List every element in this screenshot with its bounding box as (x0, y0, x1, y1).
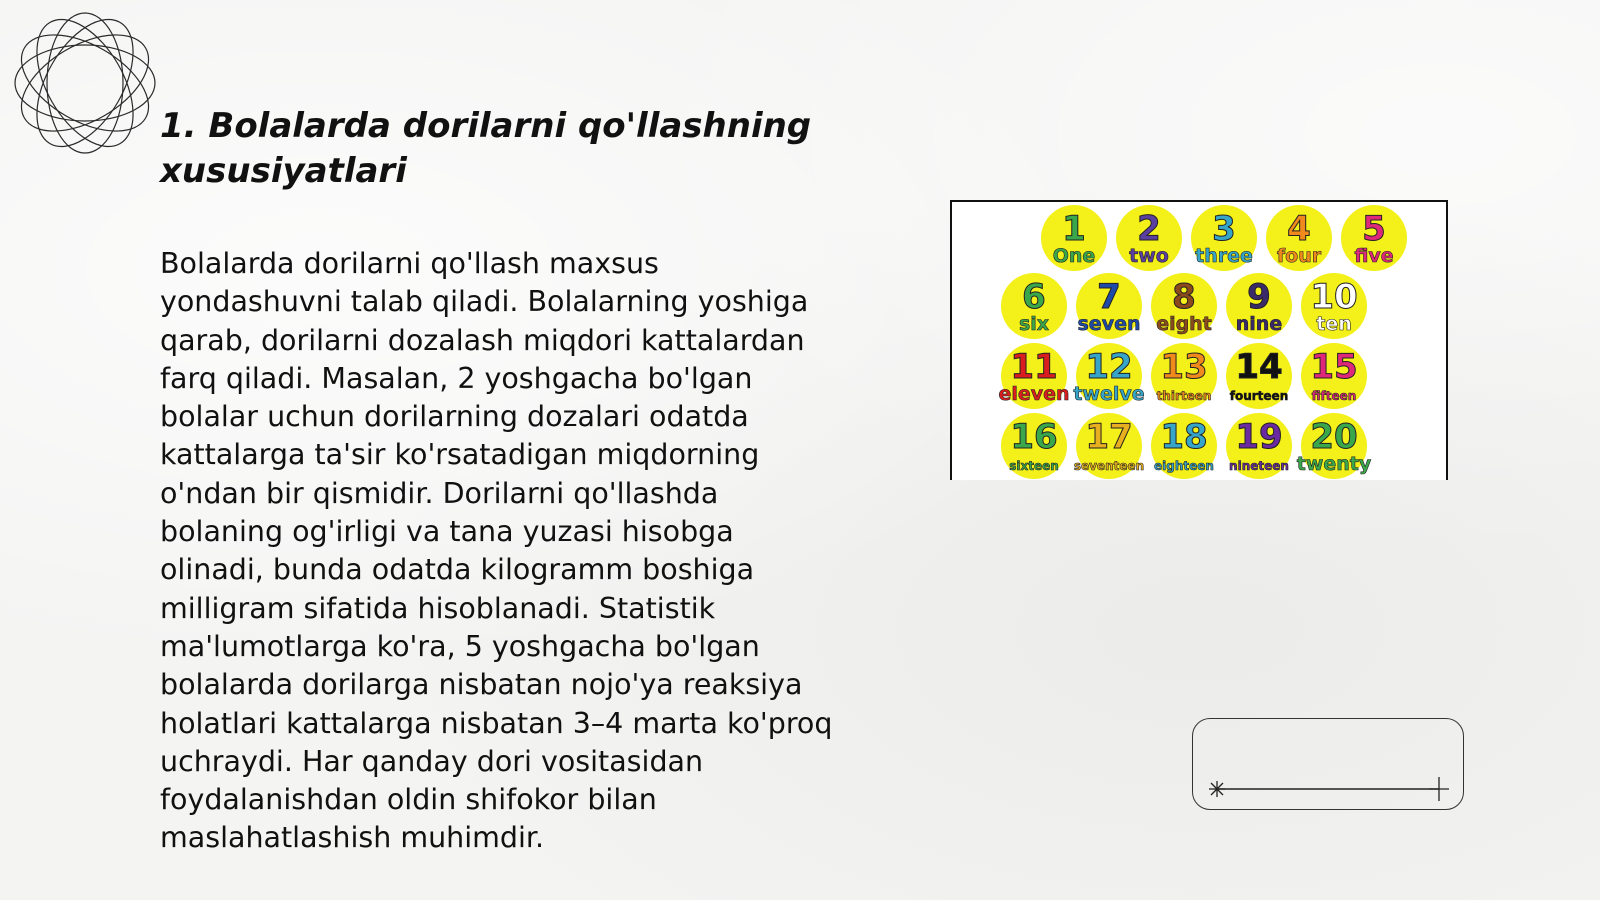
sparkle-icon (1429, 777, 1449, 801)
number-tile (1266, 205, 1332, 271)
number-tile (1076, 273, 1142, 339)
number-tile (1151, 273, 1217, 339)
number-tile (1151, 413, 1217, 479)
number-label: 19 (1235, 417, 1283, 457)
number-tile (1116, 205, 1182, 271)
number-label: 4 (1287, 209, 1311, 249)
number-label: 10 (1310, 277, 1358, 317)
number-word: five (1354, 245, 1394, 267)
number-tile (1074, 413, 1144, 479)
number-word: seven (1077, 313, 1141, 335)
number-label: 3 (1212, 209, 1236, 249)
number-label: 16 (1010, 417, 1058, 457)
number-tile (1341, 205, 1407, 271)
number-tile (1301, 343, 1367, 409)
number-word: seventeen (1073, 459, 1145, 473)
number-label: 7 (1097, 277, 1121, 317)
number-tile (1001, 413, 1067, 479)
number-word: ten (1316, 313, 1352, 335)
slide-body-text: Bolalarda dorilarni qo'llash maxsus yondashuvni talab qiladi. Bolalarning yoshiga qarab, dorilarni dozalash miqdori kattalardan farq qiladi. Masalan, 2 yoshgacha bo'lgan bolalar uchun dorilarning dozalari odatda kattalarga ta'sir ko'rsatadigan miqdorning o'ndan bir qismidir. Dorilarni qo'llashda bolaning og'irligi va tana yuzasi hisobga olinadi, bunda odatda kilogramm boshiga milligram sifatida hisoblanadi. Statistik ma'lumotlarga ko'ra, 5 yoshgacha bo'lgan bolalarda dorilarga nisbatan nojo'ya reaksiya holatlari kattalarga nisbatan 3–4 marta ko'proq uchraydi. Har qanday dori vositasidan foydalanishdan oldin shifokor bilan maslahatlashish muhimdir. (160, 247, 833, 855)
number-word: twenty (1296, 453, 1372, 475)
number-label: 8 (1172, 277, 1196, 317)
number-word: four (1276, 245, 1322, 267)
number-label: 17 (1085, 417, 1133, 457)
number-label: 14 (1235, 347, 1283, 387)
number-word: fifteen (1311, 389, 1357, 403)
number-word: thirteen (1156, 389, 1212, 403)
number-word: sixteen (1009, 459, 1059, 473)
starburst-icon (1209, 781, 1225, 797)
number-label: 9 (1247, 277, 1271, 317)
number-tile (998, 343, 1069, 409)
number-label: 11 (1010, 347, 1058, 387)
number-word: twelve (1073, 383, 1145, 405)
number-tile (1151, 343, 1217, 409)
number-tile (1001, 273, 1067, 339)
number-word: six (1018, 313, 1050, 335)
number-tile (1226, 343, 1292, 409)
number-word: eleven (998, 383, 1070, 405)
number-word: nine (1235, 313, 1283, 335)
number-word: eighteen (1154, 459, 1214, 473)
number-label: 12 (1085, 347, 1133, 387)
number-label: 15 (1310, 347, 1358, 387)
circular-ornament-icon (10, 8, 160, 158)
number-word: nineteen (1229, 459, 1289, 473)
number-word: two (1129, 245, 1169, 267)
slide-title: 1. Bolalarda dorilarni qo'llashning xususiyatlari (160, 106, 812, 191)
number-word: fourteen (1229, 389, 1289, 403)
decorative-line-box (1192, 718, 1464, 810)
numbers-chart-image (950, 200, 1448, 480)
number-word: One (1052, 245, 1096, 267)
number-label: 13 (1160, 347, 1208, 387)
number-tile (1297, 413, 1372, 479)
number-word: three (1195, 245, 1253, 267)
number-label: 1 (1062, 209, 1086, 249)
number-label: 6 (1022, 277, 1046, 317)
number-tile (1226, 273, 1292, 339)
number-label: 5 (1362, 209, 1386, 249)
number-label: 20 (1310, 417, 1358, 457)
number-tile (1191, 205, 1257, 271)
number-tile (1226, 413, 1292, 479)
number-tile (1041, 205, 1107, 271)
number-label: 2 (1137, 209, 1161, 249)
number-label: 18 (1160, 417, 1208, 457)
number-tile (1301, 273, 1367, 339)
number-word: eight (1156, 313, 1212, 335)
number-tile (1073, 343, 1144, 409)
